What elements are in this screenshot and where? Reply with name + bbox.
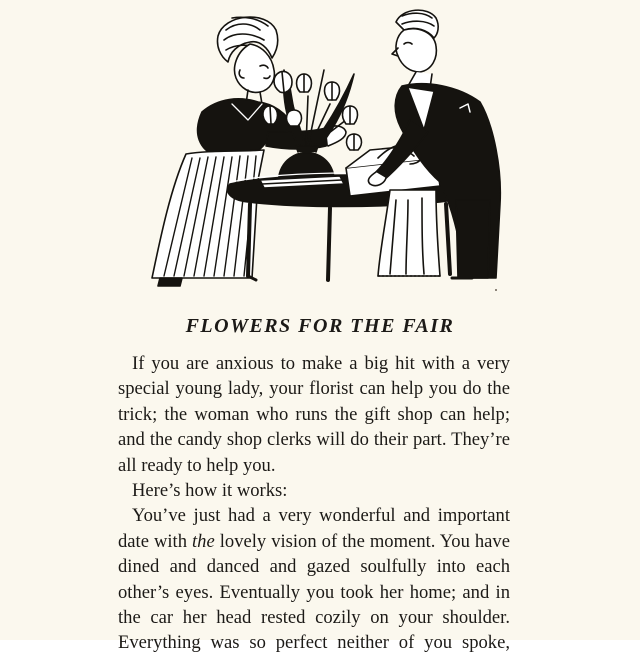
text-line: special young lady, your florist can help you do the (118, 378, 510, 400)
italic-word: the (192, 530, 215, 552)
text-line (118, 529, 510, 554)
text-line: If you are anxious to make a big hit with a very (132, 353, 510, 374)
section-heading: FLOWERS FOR THE FAIR (185, 315, 455, 337)
couple-with-flowers-illustration (140, 0, 510, 295)
text-line: the car her head rested cozily on your shoulder. (118, 606, 510, 628)
text-line: dined and danced and gazed soulfully into each (118, 556, 510, 578)
text-line: Here’s how it works: (132, 479, 288, 501)
text-run: date with (118, 530, 193, 552)
text-line: You’ve just had a very wonderful and important (132, 505, 510, 527)
text-line: trick; the woman who runs the gift shop can help; (118, 403, 510, 425)
text-line: all ready to help you. (118, 454, 276, 476)
text-line: and the candy shop clerks will do their part. They’re (118, 429, 510, 451)
text-run: lovely vision of the moment. You have (214, 530, 510, 552)
text-line: Everything was so perfect neither of you spoke, (118, 632, 510, 654)
text-line: other’s eyes. Eventually you took her home; and in (118, 581, 510, 603)
body-text (118, 351, 510, 656)
